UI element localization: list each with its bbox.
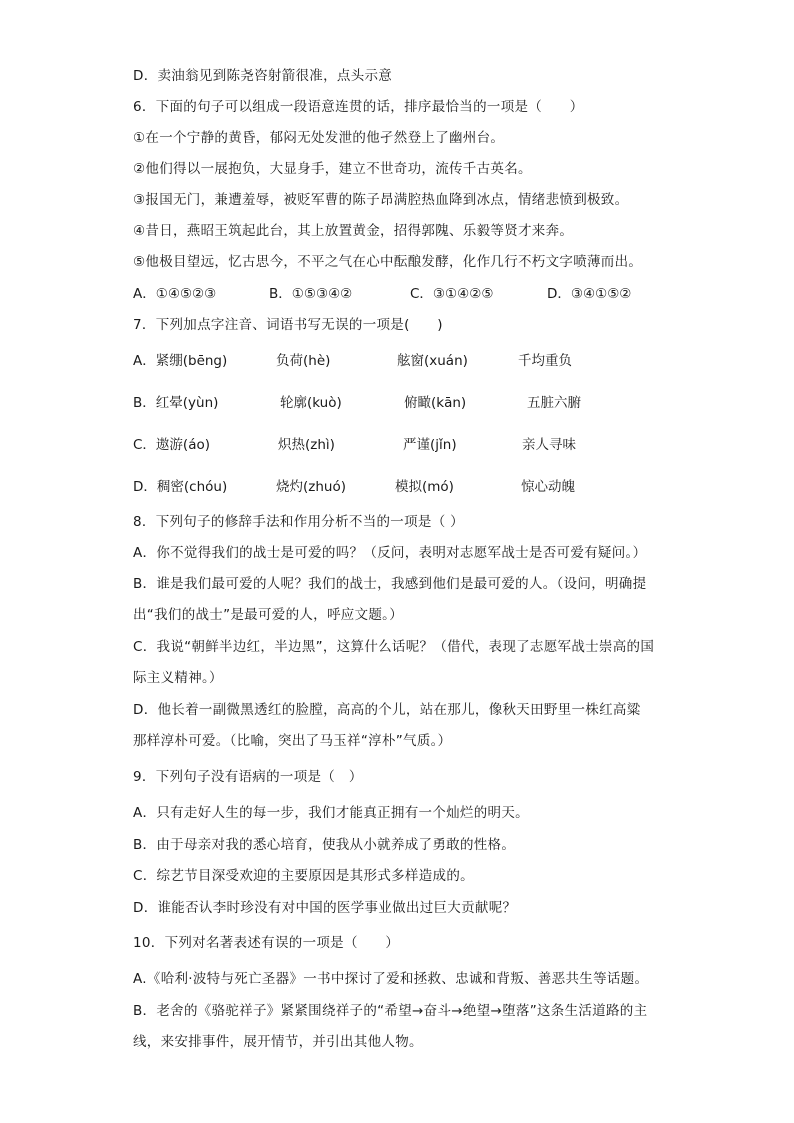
q8-option-b-cont: 出“我们的战士”是最可爱的人，呼应文题。） [133, 607, 404, 623]
q7-c-word-1: C．遨游(áo) [133, 437, 210, 453]
q9-option-b[interactable]: B．由于母亲对我的悉心培育，使我从小就养成了勇敢的性格。 [133, 837, 516, 853]
q8-option-a[interactable]: A．你不觉得我们的战士是可爱的吗？（反问，表明对志愿军战士是否可爱有疑问。） [133, 545, 647, 561]
q9-option-d[interactable]: D．谁能否认李时珍没有对中国的医学事业做出过巨大贡献呢？ [133, 900, 517, 916]
q10-option-b-cont: 线，来安排事件，展开情节，并引出其他人物。 [133, 1034, 423, 1050]
q7-b-word-4: 五脏六腑 [527, 395, 581, 411]
q6-stem: 6．下面的句子可以组成一段语意连贯的话，排序最恰当的一项是（ ） [133, 99, 584, 115]
q8-option-d-cont: 那样淳朴可爱。（比喻，突出了马玉祥“淳朴”气质。） [133, 733, 452, 749]
q7-c-word-2: 炽热(zhì) [278, 437, 335, 453]
q9-option-c[interactable]: C．综艺节目深受欢迎的主要原因是其形式多样造成的。 [133, 868, 474, 884]
q8-option-d[interactable]: D．他长着一副微黑透红的脸膛，高高的个儿，站在那儿，像秋天田野里一株红高粱 [133, 702, 641, 718]
q8-option-c[interactable]: C．我说“朝鲜半边红，半边黑”，这算什么话呢？（借代，表现了志愿军战士崇高的国 [133, 639, 655, 655]
q6-options [133, 284, 693, 304]
q8-stem: 8．下列句子的修辞手法和作用分析不当的一项是（ ） [133, 514, 464, 530]
q7-a-word-2: 负荷(hè) [276, 353, 331, 369]
q6-sentence-3: ③报国无门，兼遭羞辱，被贬军曹的陈子昂满腔热血降到冰点，情绪悲愤到极致。 [133, 192, 629, 208]
q9-stem: 9．下列句子没有语病的一项是（ ） [133, 769, 363, 785]
q6-option-b[interactable]: B．①⑤③④② [269, 286, 353, 302]
q8-option-b[interactable]: B．谁是我们最可爱的人呢？我们的战士，我感到他们是最可爱的人。（设问，明确提 [133, 576, 647, 592]
q8-option-c-cont: 际主义精神。） [133, 670, 223, 686]
q9-option-a[interactable]: A．只有走好人生的每一步，我们才能真正拥有一个灿烂的明天。 [133, 805, 529, 821]
q7-row-d[interactable] [133, 477, 693, 497]
q7-c-word-4: 亲人寻味 [522, 437, 576, 453]
q10-option-a[interactable]: A.《哈利·波特与死亡圣器》一书中探讨了爱和拯救、忠诚和背叛、善恶共生等话题。 [133, 971, 649, 987]
q6-option-d[interactable]: D．③④①⑤② [547, 286, 632, 302]
q7-a-word-1: A．紧绷(bēng) [133, 353, 228, 369]
q10-option-b[interactable]: B．老舍的《骆驼祥子》紧紧围绕祥子的“希望→奋斗→绝望→堕落”这条生活道路的主 [133, 1003, 648, 1019]
q6-sentence-2: ②他们得以一展抱负，大显身手，建立不世奇功，流传千古英名。 [133, 161, 532, 177]
q7-a-word-4: 千均重负 [518, 353, 572, 369]
q7-row-c[interactable] [133, 435, 693, 455]
q7-row-b[interactable] [133, 393, 693, 413]
q10-stem: 10．下列对名著表述有误的一项是（ ） [133, 935, 400, 951]
q7-d-word-3: 模拟(mó) [395, 479, 454, 495]
q7-stem: 7．下列加点字注音、词语书写无误的一项是( ) [133, 317, 443, 333]
q7-d-word-1: D．稠密(chóu) [133, 479, 228, 495]
q6-option-a[interactable]: A．①④⑤②③ [133, 286, 217, 302]
q7-d-word-4: 惊心动魄 [521, 479, 575, 495]
q6-option-c[interactable]: C．③①④②⑤ [410, 286, 494, 302]
q5-option-d: D．卖油翁见到陈尧咨射箭很准，点头示意 [133, 68, 393, 84]
q7-b-word-1: B．红晕(yùn) [133, 395, 219, 411]
q6-sentence-4: ④昔日，燕昭王筑起此台，其上放置黄金，招得郭隗、乐毅等贤才来奔。 [133, 223, 574, 239]
q7-row-a[interactable] [133, 351, 693, 371]
q7-d-word-2: 烧灼(zhuó) [276, 479, 346, 495]
q7-a-word-3: 舷窗(xuán) [397, 353, 468, 369]
q6-sentence-1: ①在一个宁静的黄昏，郁闷无处发泄的他孑然登上了幽州台。 [133, 130, 505, 146]
q7-b-word-2: 轮廓(kuò) [280, 395, 342, 411]
q7-c-word-3: 严谨(jǐn) [403, 437, 457, 453]
q7-b-word-3: 俯瞰(kān) [404, 395, 467, 411]
q6-sentence-5: ⑤他极目望远，忆古思今，不平之气在心中酝酿发酵，化作几行不朽文字喷薄而出。 [133, 254, 643, 270]
